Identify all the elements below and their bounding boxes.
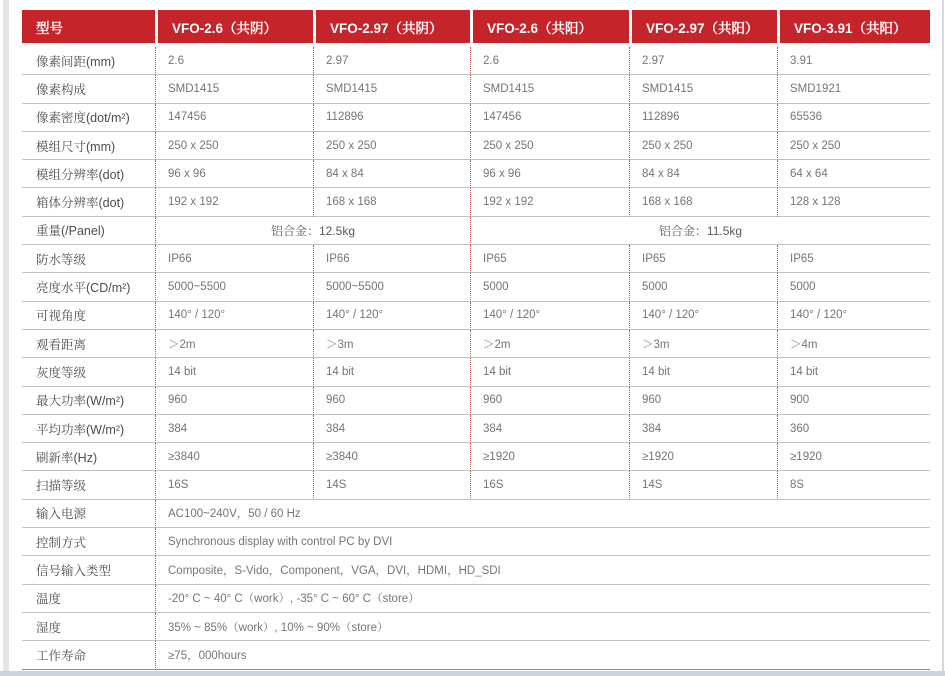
spec-value: 384 [155,415,313,443]
spec-value: 140° / 120° [777,302,930,330]
spec-value: 140° / 120° [313,302,470,330]
spec-value: 5000 [777,273,930,301]
column-header: VFO-2.97（共阴） [313,10,470,47]
row-label: 最大功率(W/m²) [22,387,155,415]
page-bottom-strip [0,671,945,676]
spec-value: SMD1415 [470,75,629,103]
spec-value-full: AC100~240V，50 / 60 Hz [155,500,930,528]
spec-value: 2.6 [155,47,313,75]
spec-value: 14S [629,471,777,499]
row-label: 平均功率(W/m²) [22,415,155,443]
row-label: 可视角度 [22,302,155,330]
spec-value: 192 x 192 [470,188,629,216]
spec-value: ≥1920 [777,443,930,471]
row-label: 箱体分辨率(dot) [22,188,155,216]
table-row [22,471,930,499]
spec-value: ≥1920 [470,443,629,471]
row-label: 刷新率(Hz) [22,443,155,471]
spec-value: 14 bit [313,358,470,386]
spec-value: ≥3840 [313,443,470,471]
spec-value-merged: 铝合金：11.5kg [470,217,930,245]
spec-value: 2.97 [313,47,470,75]
spec-value: 96 x 96 [155,160,313,188]
spec-value: 8S [777,471,930,499]
table-row [22,160,930,188]
spec-value: IP66 [313,245,470,273]
spec-value: ≥3840 [155,443,313,471]
row-label: 输入电源 [22,500,155,528]
spec-value: ＞2m [470,330,629,358]
spec-value: 128 x 128 [777,188,930,216]
table-row [22,500,930,528]
spec-value: 14 bit [629,358,777,386]
spec-value: 3.91 [777,47,930,75]
row-label: 模组分辨率(dot) [22,160,155,188]
row-label: 灰度等级 [22,358,155,386]
row-label: 控制方式 [22,528,155,556]
table-row [22,273,930,301]
row-label: 观看距离 [22,330,155,358]
spec-value: ＞4m [777,330,930,358]
spec-table [22,10,930,670]
spec-value: 14 bit [470,358,629,386]
table-row [22,556,930,584]
spec-value: 5000 [470,273,629,301]
spec-value: 960 [470,387,629,415]
column-header: VFO-2.6（共阴） [155,10,313,47]
table-row [22,330,930,358]
table-row [22,443,930,471]
page-left-edge [3,0,9,676]
spec-value-full: Synchronous display with control PC by DVI [155,528,930,556]
column-header: VFO-2.97（共阳） [629,10,777,47]
spec-value: 960 [629,387,777,415]
table-row [22,641,930,669]
spec-value: 64 x 64 [777,160,930,188]
spec-value: ≥1920 [629,443,777,471]
row-label: 重量(/Panel) [22,217,155,245]
spec-value: 147456 [155,104,313,132]
spec-table-body [22,47,930,670]
spec-value: 140° / 120° [470,302,629,330]
spec-value-full: Composite，S-Vido，Component，VGA，DVI，HDMI，HD_SDI [155,556,930,584]
spec-value: 960 [313,387,470,415]
spec-value: SMD1921 [777,75,930,103]
table-row [22,358,930,386]
spec-value: IP65 [470,245,629,273]
spec-value: 2.97 [629,47,777,75]
spec-value: IP65 [777,245,930,273]
spec-value: 140° / 120° [629,302,777,330]
column-header: VFO-3.91（共阳） [777,10,930,47]
spec-value: 65536 [777,104,930,132]
spec-value: 112896 [629,104,777,132]
row-label: 扫描等级 [22,471,155,499]
spec-table-header [22,10,930,47]
row-label: 亮度水平(CD/m²) [22,273,155,301]
spec-value: ＞2m [155,330,313,358]
table-row [22,528,930,556]
spec-value: 250 x 250 [777,132,930,160]
spec-value: ＞3m [313,330,470,358]
spec-value: SMD1415 [313,75,470,103]
table-row [22,47,930,75]
row-label: 像素构成 [22,75,155,103]
spec-value-full: -20° C ~ 40° C（work）, -35° C ~ 60° C（store） [155,585,930,613]
table-row [22,217,930,245]
row-label: 温度 [22,585,155,613]
row-label: 像素间距(mm) [22,47,155,75]
spec-value: 192 x 192 [155,188,313,216]
spec-value: 16S [470,471,629,499]
table-row [22,132,930,160]
row-label: 工作寿命 [22,641,155,669]
spec-value: 112896 [313,104,470,132]
spec-value: 14 bit [777,358,930,386]
spec-value: 14 bit [155,358,313,386]
table-row [22,75,930,103]
spec-value: 5000 [629,273,777,301]
table-row [22,415,930,443]
spec-value: 16S [155,471,313,499]
spec-value: 384 [313,415,470,443]
spec-value: SMD1415 [155,75,313,103]
spec-value: SMD1415 [629,75,777,103]
spec-value: 168 x 168 [313,188,470,216]
spec-value: 900 [777,387,930,415]
spec-value: 96 x 96 [470,160,629,188]
spec-value: 140° / 120° [155,302,313,330]
table-row [22,387,930,415]
table-row [22,613,930,641]
spec-value: 14S [313,471,470,499]
spec-value: 384 [470,415,629,443]
spec-value-merged: 铝合金：12.5kg [155,217,470,245]
spec-value-full: ≥75，000hours [155,641,930,669]
spec-value: 250 x 250 [629,132,777,160]
spec-value: ＞3m [629,330,777,358]
spec-value: 147456 [470,104,629,132]
page-right-edge [942,0,944,676]
spec-value: 84 x 84 [629,160,777,188]
spec-value: IP65 [629,245,777,273]
table-row [22,104,930,132]
row-label: 湿度 [22,613,155,641]
spec-value-full: 35% ~ 85%（work）, 10% ~ 90%（store） [155,613,930,641]
row-label: 模组尺寸(mm) [22,132,155,160]
spec-value: 960 [155,387,313,415]
spec-value: 250 x 250 [155,132,313,160]
row-label: 像素密度(dot/m²) [22,104,155,132]
header-row [22,10,930,47]
spec-value: 360 [777,415,930,443]
spec-value: 168 x 168 [629,188,777,216]
spec-value: 84 x 84 [313,160,470,188]
spec-value: IP66 [155,245,313,273]
spec-value: 2.6 [470,47,629,75]
model-header-cell: 型号 [22,10,155,47]
row-label: 防水等级 [22,245,155,273]
table-row [22,188,930,216]
spec-value: 250 x 250 [313,132,470,160]
table-row [22,585,930,613]
spec-value: 250 x 250 [470,132,629,160]
column-header: VFO-2.6（共阳） [470,10,629,47]
spec-value: 5000~5500 [155,273,313,301]
spec-value: 384 [629,415,777,443]
spec-value: 5000~5500 [313,273,470,301]
table-row [22,245,930,273]
table-row [22,302,930,330]
row-label: 信号输入类型 [22,556,155,584]
